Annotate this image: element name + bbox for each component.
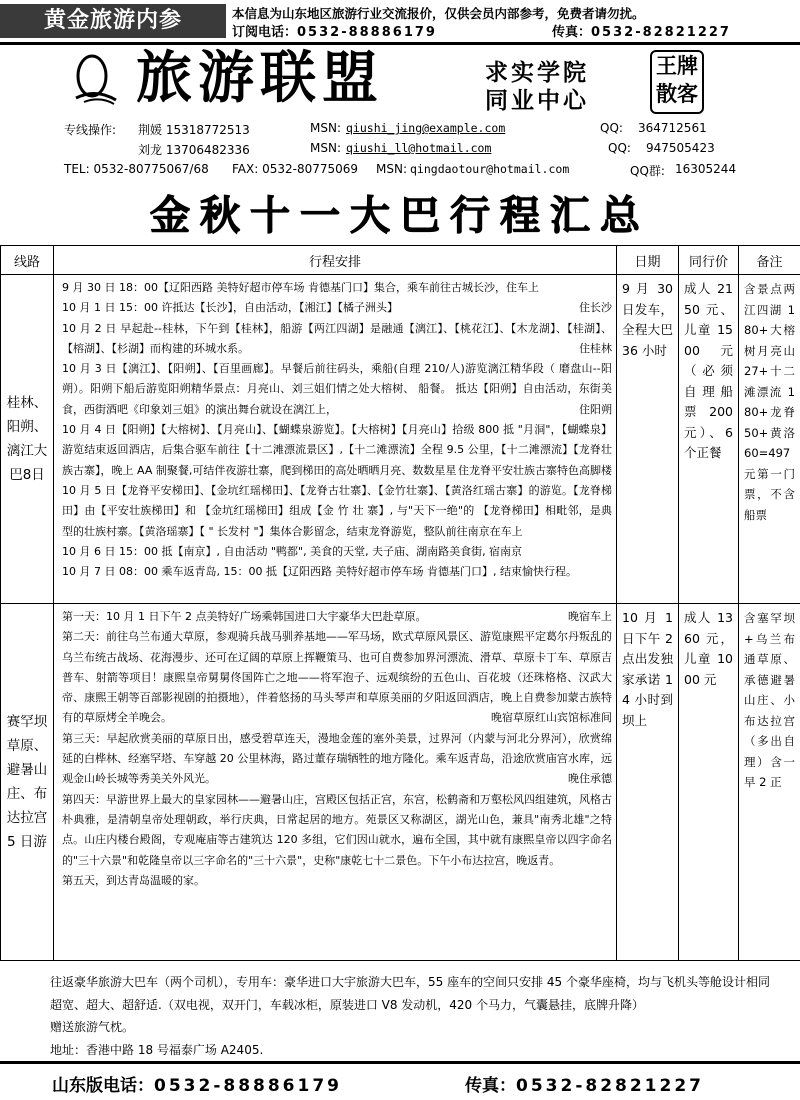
schedule-line: 9 月 30 日 18：00【辽阳西路 美特好超市停车场 肯德基门口】集合，乘车前往古城长沙，住车上 <box>62 281 539 294</box>
schedule-line: 10 月 5 日【龙脊平安梯田】、【金坑红瑶梯田】、【龙脊古壮寨】、【金竹壮寨】、【黄洛红瑶古寨】的游览。【龙脊梯田】由【平安壮族梯田】和 【金坑红瑶梯田】组成【金 竹 壮 寨】, 与"天下一绝"的 【龙脊梯田】相毗邻，是典型的壮族村寨。【黄洛瑶寨】【 " 长发村 "】集体合影留念，结束龙脊游览，整队前往南京在车上 <box>62 483 612 538</box>
msn-label-2: MSN: <box>310 141 341 155</box>
bus-description: 往返豪华旅游大巴车（两个司机），专用车：豪华进口大宇旅游大巴车，55 座车的空间只安排 45 个豪华座椅，均与飞机头等舱设计相同超宽、超大、超舒适.（双电视，双开门，车载冰柜，原装进口 V8 发动机，420 个马力，气囊悬挂，底牌升降） <box>50 975 770 1012</box>
remarks: 含塞罕坝+乌兰布通草原、承德避暑山庄、小布达拉宫（多出自理）含一早 2 正 <box>739 604 800 961</box>
subscription-phone-number: 0532-88886179 <box>297 25 437 40</box>
schedule-line: 第四天：早游世界上最大的皇家园林——避暑山庄，宫殿区包括正宫，东宫，松鹤斋和万壑松风四组建筑，风格古朴典雅，是清朝皇帝处理朝政，举行庆典，日常起居的地方。苑景区又称湖区，湖光山色，兼具"南秀北雄"之特点。山庄内楼台殿阁，专观庵庙等古建筑达 120 多组，它们因山就水，遍布全国，其中就有康熙皇帝以四字命名的"三十六景"和乾隆皇帝以三字命名的"三十六景"，史称"康乾七十二景色。下午小布达拉宫，晚返青。 <box>62 792 612 867</box>
brand-name: 旅游联盟 <box>136 45 384 111</box>
schedule-line: 10 月 1 日 15：00 许抵达【长沙】，自由活动，【湘江】【橘子洲头】 住长沙 <box>62 301 612 315</box>
header-note: 备注 <box>739 246 800 275</box>
brand-badge <box>650 50 704 114</box>
address: 地址：香港中路 18 号福泰广场 A2405. <box>50 1042 264 1057</box>
qq-group-number: 16305244 <box>675 162 737 176</box>
newsletter-title: 黄金旅游内参 <box>0 4 226 38</box>
qq-group-label: QQ群: <box>630 164 665 178</box>
bottom-phone-label: 山东版电话： <box>52 1076 154 1096</box>
trade-price: 成人 1360 元，儿童 1000 元 <box>679 604 739 961</box>
schedule-line: 10 月 2 日 早起赴--桂林，下午到【桂林】，船游【两江四湖】是融通【漓江】、【桃花江】、【木龙湖】、【桂湖】、【榕湖】、【杉湖】而构建的环城水系。 住桂林 <box>62 321 612 355</box>
top-divider <box>0 42 800 45</box>
office-fax: FAX: 0532-80775069 <box>232 162 359 176</box>
msn-email-2[interactable]: qiushi_ll@hotmail.com <box>346 141 492 155</box>
schedule-line: 第三天：早起欣赏美丽的草原日出，感受碧草连天，漫地金莲的塞外美景，过界河（内蒙与河北分界河），欣赏绵延的白桦林、经塞罕塔、车穿越 20 公里林海，路过董存瑞牺牲的地方隆化。乘车返青岛，沿途欣赏庙宫水库，远观金山岭长城等秀美关外风光。 晚住承德 <box>62 731 612 786</box>
headline: 金秋十一大巴行程汇总 <box>150 192 650 239</box>
subscription-phone <box>232 21 437 40</box>
header-schedule: 行程安排 <box>54 246 617 275</box>
msn-label-1: MSN: <box>310 121 341 135</box>
badge-line-2: 散客 <box>656 81 698 106</box>
bottom-divider <box>0 1061 800 1064</box>
msn-label-3: MSN: <box>376 162 407 176</box>
msn-email-3[interactable]: qingdaotour@hotmail.com <box>410 162 570 176</box>
bottom-phone-number: 0532-88886179 <box>154 1076 342 1096</box>
banner-notice: 本信息为山东地区旅游行业交流报价，仅供会员内部参考，免费者请勿扰。 <box>232 6 645 21</box>
schedule-line: 第二天：前往乌兰布通大草原，参观骑兵战马驯养基地——军马场，欧式草原风景区、游览康熙平定葛尔丹叛乱的乌兰布统古战场、花海漫步、还可在辽阔的草原上挥鞭策马、也可自费参加界河漂流、滑草、草原卡丁车、草原吉普车、射箭等项目！康熙皇帝舅舅佟国阵亡之地——将军泡子、远观缤纷的五色山、百花坡（还珠格格、汉武大帝、康熙王朝等百部影视剧的拍摄地），伴着悠扬的马头琴声和草原美丽的夕阳返回酒店，晚上自费参加蒙古族特有的草原烤全羊晚会。 晚宿草原红山宾馆标准间 <box>62 630 612 725</box>
schedule-cell <box>54 604 617 961</box>
msn-email-1[interactable]: qiushi_jing@example.com <box>346 121 506 135</box>
trade-price: 成人 2150 元、儿童 1500 元（必须自理船票 200 元）、6 个正餐 <box>679 275 739 604</box>
bottom-fax <box>465 1071 704 1096</box>
header-date: 日期 <box>617 246 679 275</box>
departure-date: 9 月 30 日发车，全程大巴 36 小时 <box>617 275 679 604</box>
bottom-fax-label: 传真： <box>465 1076 516 1096</box>
footer-notes <box>50 971 770 1061</box>
operator-2: 刘龙 13706482336 <box>138 143 250 157</box>
remarks: 含景点两江四湖 180+大榕树月亮山 27+十二滩漂流 180+龙脊 50+黄洛 60=497 元第一门票，不含船票 <box>739 275 800 604</box>
header-route: 线路 <box>1 246 54 275</box>
slogan-line-2: 同业中心 <box>485 87 589 114</box>
subscription-phone-label: 订阅电话： <box>232 25 298 40</box>
table-row <box>1 604 800 961</box>
badge-line-1: 王牌 <box>656 53 698 78</box>
ops-label: 专线操作: <box>64 123 117 137</box>
schedule-line: 第五天，到达青岛温暖的家。 <box>62 873 205 887</box>
brand-logo-icon <box>70 54 122 106</box>
qq-label-2: QQ: <box>608 141 631 155</box>
bottom-fax-number: 0532-82821227 <box>516 1076 704 1096</box>
schedule-line: 10 月 3 日【漓江】、【阳朔】、【百里画廊】。早餐后前往码头，乘船(自理 210/人)游览漓江精华段（ 磨盘山--阳朔）。阳朔下船后游览阳朔精华景点：月亮山、刘三姐们情之处大榕树、 船餐。 抵达【阳朔】自由活动，东街美食，西街酒吧《印象刘三姐》的演出舞台就设在漓江上， 住阳朔 <box>62 362 612 416</box>
top-banner <box>0 0 800 42</box>
table-header-row <box>1 246 800 275</box>
route-name: 赛罕坝草原、避暑山庄、布达拉宫 5 日游 <box>1 604 54 961</box>
banner-fax-number: 0532-82821227 <box>591 25 731 40</box>
route-name: 桂林、阳朔、漓江大巴8日 <box>1 275 54 604</box>
bottom-phone <box>52 1071 342 1096</box>
qq-number-1: 364712561 <box>638 121 707 135</box>
schedule-line: 10 月 7 日 08：00 乘车返青岛, 15：00 抵【辽阳西路 美特好超市停车场 肯德基门口】, 结束愉快行程。 <box>62 565 577 579</box>
itinerary-table <box>0 245 800 961</box>
banner-fax <box>552 21 731 40</box>
slogan-line-1: 求实学院 <box>485 59 589 86</box>
office-tel: TEL: 0532-80775067/68 <box>64 162 209 176</box>
schedule-line: 10 月 6 日 15：00 抵【南京】, 自由活动 "鸭都", 美食的天堂, 夫子庙、湖南路美食街, 宿南京 <box>62 544 523 558</box>
schedule-line: 第一天：10 月 1 日下午 2 点美特好广场乘韩国进口大宇豪华大巴赴草原。 晚宿车上 <box>62 610 612 623</box>
operator-1: 荆媛 15318772513 <box>138 123 250 137</box>
qq-number-2: 947505423 <box>646 141 715 155</box>
departure-date: 10 月 1 日下午 2 点出发独家承诺 14 小时到坝上 <box>617 604 679 961</box>
gift-note: 赠送旅游气枕。 <box>50 1020 135 1034</box>
header-price: 同行价 <box>679 246 739 275</box>
table-row <box>1 275 800 604</box>
schedule-line: 10 月 4 日【阳朔】【大榕树】、【月亮山】、【蝴蝶泉游览】。【大榕树】【月亮山】拾级 800 抵 "月洞"，【蝴蝶泉】游览结束返回酒店，后集合驱车前往【十二滩漂流景区】,【十二滩漂流】全程 9.5 公里，【十二滩漂流】【龙脊壮族古寨】，晚上 AA 制聚餐,可结伴夜游壮寨，爬到梯田的高处晒晒月亮、数数星星 住龙脊平安壮族古寨特色高脚楼 <box>62 423 612 477</box>
banner-fax-label: 传真： <box>552 25 592 40</box>
qq-label-1: QQ: <box>600 121 623 135</box>
schedule-cell <box>54 275 617 604</box>
